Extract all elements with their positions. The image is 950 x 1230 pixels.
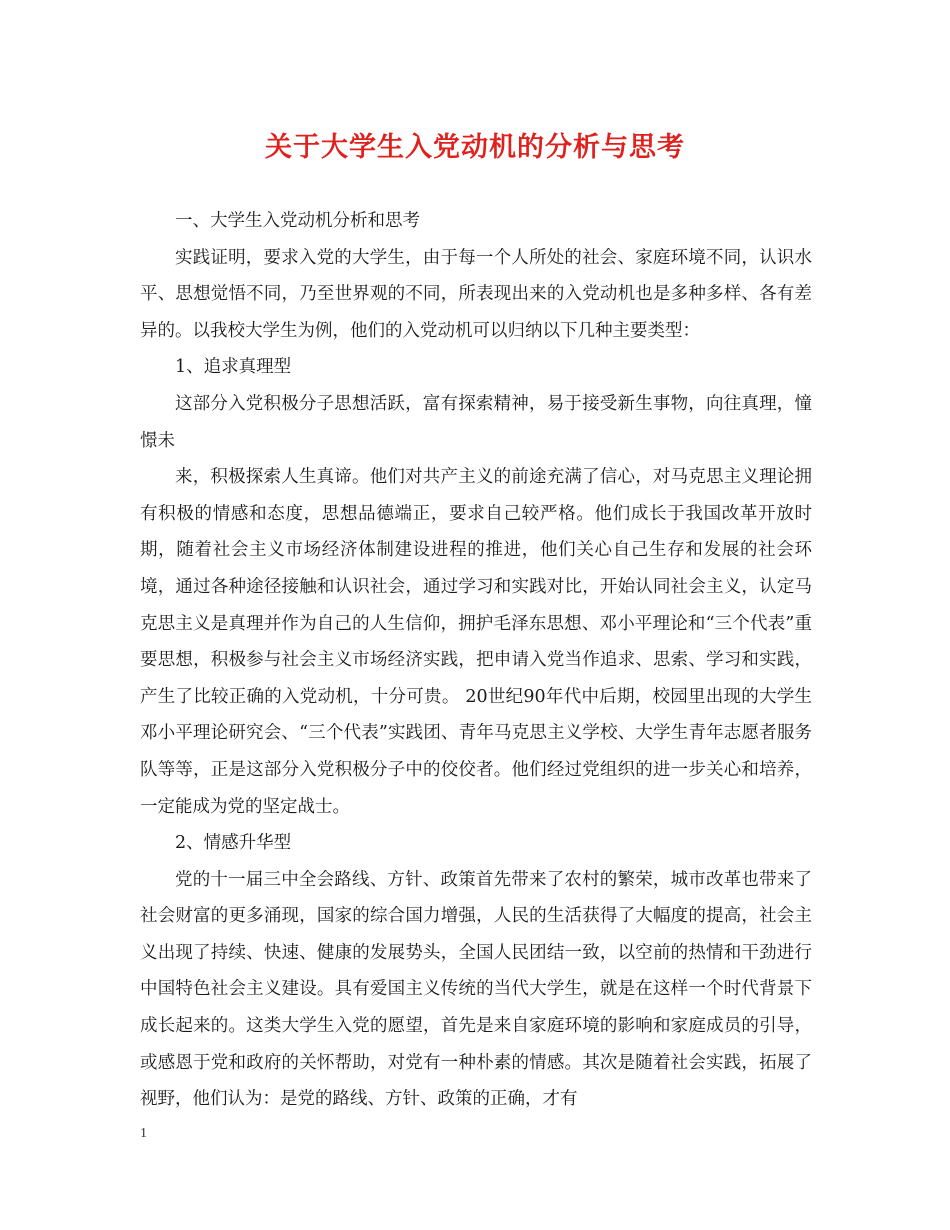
page-number: 1 — [140, 1126, 147, 1141]
document-body — [140, 203, 812, 1118]
paragraph: 实践证明，要求入党的大学生，由于每一个人所处的社会、家庭环境不同，认识水平、思想觉悟不同，乃至世界观的不同，所表现出来的入党动机也是多种多样、各有差异的。以我校大学生为例，他们的入党动机可以归纳以下几种主要类型： — [140, 247, 812, 341]
paragraph: 来，积极探索人生真谛。他们对共产主义的前途充满了信心，对马克思主义理论拥有积极的情感和态度，思想品德端正，要求自己较严格。他们成长于我国改革开放时期，随着社会主义市场经济体制建设进程的推进，他们关心自己生存和发展的社会环境，通过各种途径接触和认识社会，通过学习和实践对比，开始认同社会主义，认定马克思主义是真理并作为自己的人生信仰，拥护毛泽东思想、邓小平理论和“三个代表”重要思想，积极参与社会主义市场经济实践，把申请入党当作追求、思索、学习和实践，产生了比较正确的入党动机，十分可贵。 20世纪90年代中后期，校园里出现的大学生邓小平理论研究会、“三个代表”实践团、青年马克思主义学校、大学生青年志愿者服务队等等，正是这部分入党积极分子中的佼佼者。他们经过党组织的进一步关心和培养，一定能成为党的坚定战士。 — [140, 467, 812, 817]
section-heading: 一、大学生入党动机分析和思考 — [175, 211, 420, 231]
paragraph: 这部分入党积极分子思想活跃，富有探索精神，易于接受新生事物，向往真理，憧憬未 — [140, 393, 812, 451]
document-title: 关于大学生入党动机的分析与思考 — [265, 132, 685, 163]
paragraph: 党的十一届三中全会路线、方针、政策首先带来了农村的繁荣，城市改革也带来了社会财富的更多涌现，国家的综合国力增强，人民的生活获得了大幅度的提高，社会主义出现了持续、快速、健康的发展势头，全国人民团结一致，以空前的热情和干劲进行中国特色社会主义建设。具有爱国主义传统的当代大学生，就是在这样一个时代背景下成长起来的。这类大学生入党的愿望，首先是来自家庭环境的影响和家庭成员的引导，或感恩于党和政府的关怀帮助，对党有一种朴素的情感。其次是随着社会实践，拓展了视野，他们认为：是党的路线、方针、政策的正确，才有 — [140, 869, 812, 1110]
section-heading: 1、追求真理型 — [175, 357, 292, 378]
section-heading: 2、情感升华型 — [175, 833, 292, 854]
